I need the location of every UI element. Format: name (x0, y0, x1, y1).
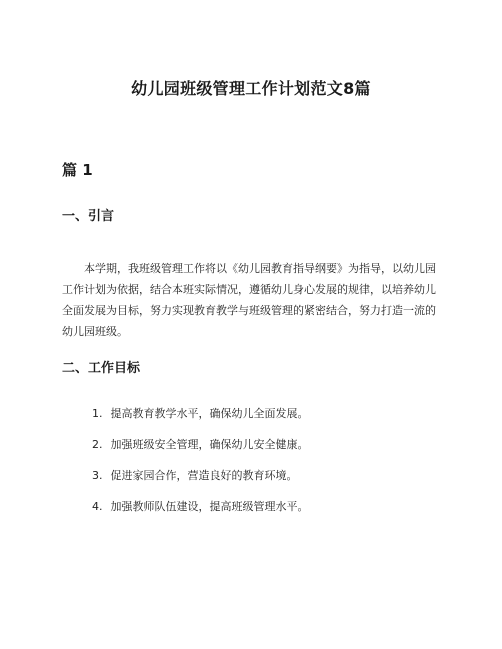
goal-item (92, 465, 309, 486)
document-title: 幼儿园班级管理工作计划范文8篇 (131, 79, 371, 98)
goal-number: 2. (92, 438, 103, 451)
goal-number: 4. (92, 500, 103, 513)
goals-heading: 二、工作目标 (62, 361, 141, 376)
goal-item (92, 434, 309, 455)
goals-list (92, 403, 309, 527)
goal-item (92, 496, 309, 517)
goal-text: 提高教育教学水平，确保幼儿全面发展。 (110, 407, 309, 420)
intro-heading: 一、引言 (62, 209, 115, 224)
goal-text: 促进家园合作，营造良好的教育环境。 (110, 469, 298, 482)
goal-number: 3. (92, 469, 103, 482)
intro-paragraph: 本学期，我班级管理工作将以《幼儿园教育指导纲要》为指导，以幼儿园工作计划为依据，结合本班实际情况，遵循幼儿身心发展的规律，以培养幼儿全面发展为目标，努力实现教育教学与班级管理的紧密结合，努力打造一流的幼儿园班级。 (62, 262, 436, 338)
goal-text: 加强班级安全管理，确保幼儿安全健康。 (110, 438, 309, 451)
goal-text: 加强教师队伍建设，提高班级管理水平。 (110, 500, 309, 513)
goal-number: 1. (92, 407, 103, 420)
section-title: 篇 1 (62, 161, 93, 179)
goal-item (92, 403, 309, 424)
